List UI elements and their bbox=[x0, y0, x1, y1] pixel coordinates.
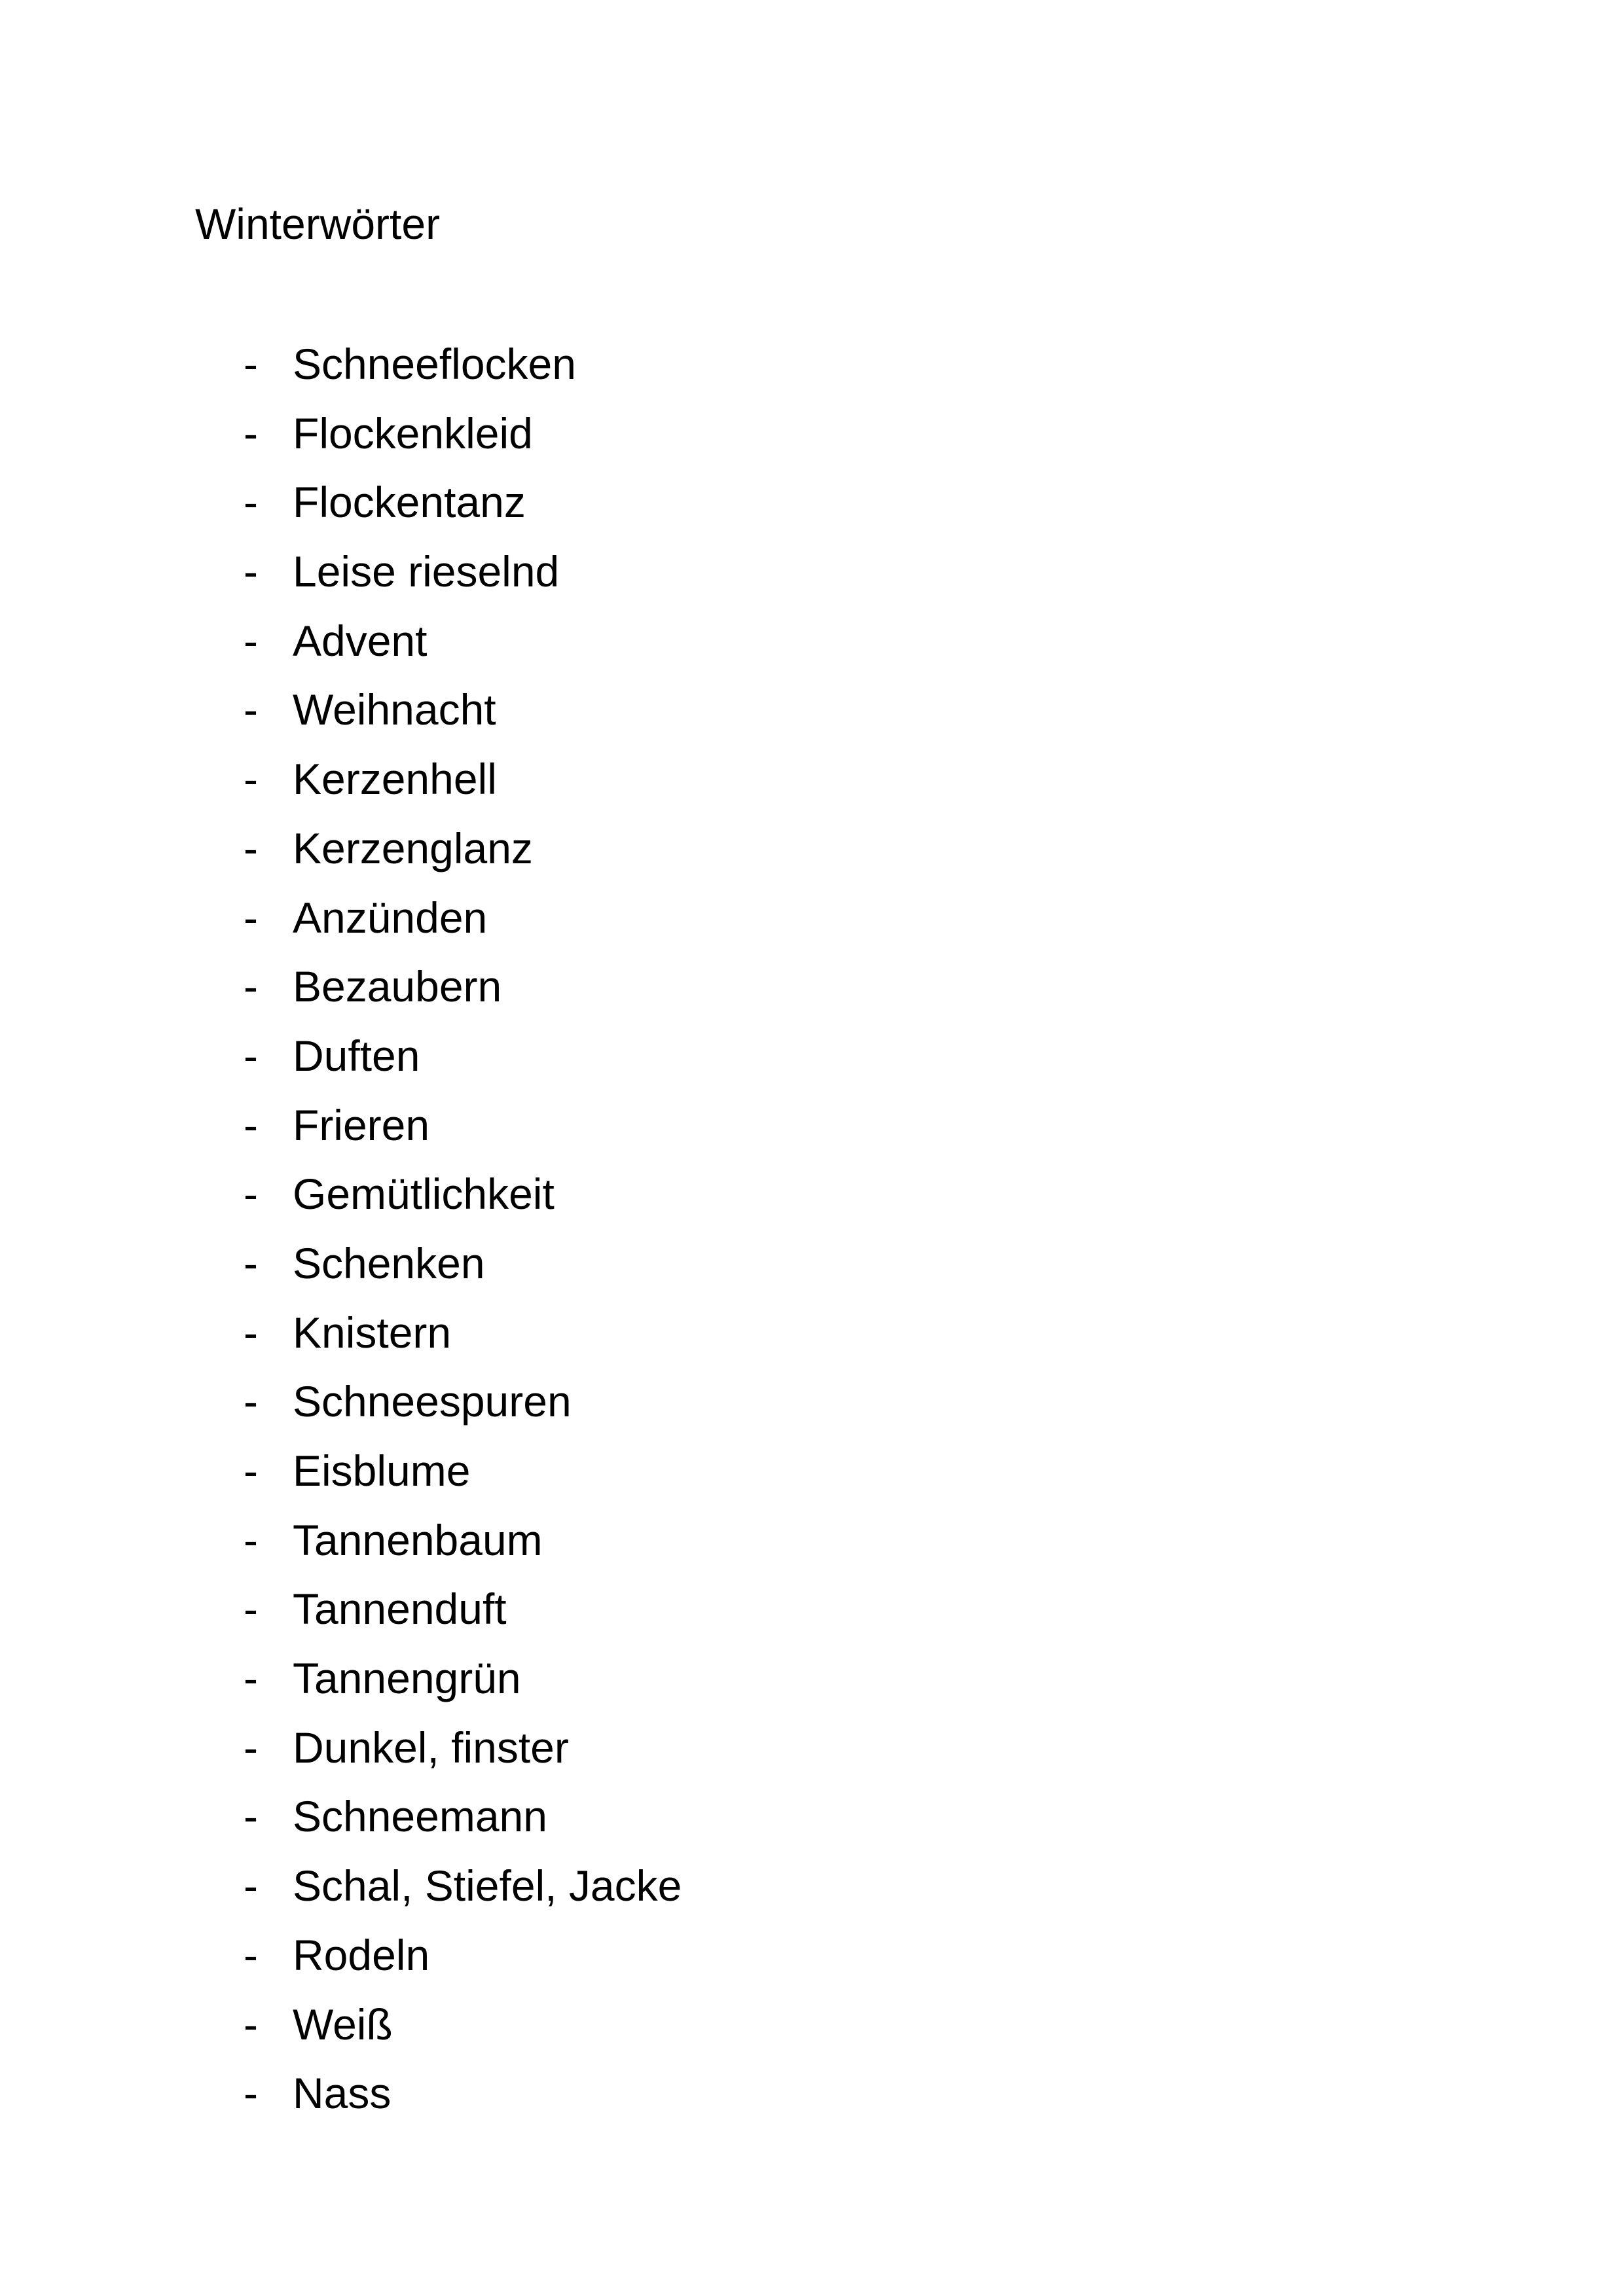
list-bullet: - bbox=[244, 893, 258, 942]
list-bullet: - bbox=[244, 1792, 258, 1841]
list-item bbox=[0, 1091, 1623, 1160]
list-bullet: - bbox=[244, 1238, 258, 1287]
list-item bbox=[0, 2059, 1623, 2128]
list-bullet: - bbox=[244, 1377, 258, 1426]
list-item-text: Weiß bbox=[293, 2000, 393, 2049]
list-item bbox=[0, 1506, 1623, 1575]
word-list bbox=[0, 330, 1623, 2128]
list-item-text: Schneemann bbox=[293, 1792, 547, 1841]
list-item-text: Schenken bbox=[293, 1238, 485, 1287]
list-item-text: Nass bbox=[293, 2069, 392, 2118]
list-item bbox=[0, 1713, 1623, 1783]
list-bullet: - bbox=[244, 1170, 258, 1219]
list-item bbox=[0, 399, 1623, 469]
list-item bbox=[0, 814, 1623, 884]
list-item-text: Kerzenhell bbox=[293, 755, 497, 804]
list-bullet: - bbox=[244, 1723, 258, 1772]
list-item-text: Bezaubern bbox=[293, 962, 502, 1011]
list-item bbox=[0, 1299, 1623, 1368]
list-item bbox=[0, 675, 1623, 745]
list-item bbox=[0, 1160, 1623, 1229]
list-item-text: Eisblume bbox=[293, 1446, 471, 1495]
list-item-text: Knistern bbox=[293, 1308, 452, 1357]
list-item bbox=[0, 1990, 1623, 2060]
list-item-text: Advent bbox=[293, 616, 428, 665]
list-bullet: - bbox=[244, 547, 258, 596]
list-item bbox=[0, 1782, 1623, 1852]
list-item-text: Flockenkleid bbox=[293, 408, 533, 457]
list-bullet: - bbox=[244, 1308, 258, 1357]
list-item-text: Anzünden bbox=[293, 893, 488, 942]
list-bullet: - bbox=[244, 616, 258, 665]
list-item bbox=[0, 1022, 1623, 1091]
list-item-text: Leise rieselnd bbox=[293, 547, 560, 596]
list-item-text: Tannenduft bbox=[293, 1585, 507, 1634]
list-bullet: - bbox=[244, 1031, 258, 1080]
list-item bbox=[0, 1575, 1623, 1644]
list-bullet: - bbox=[244, 1930, 258, 1979]
list-bullet: - bbox=[244, 755, 258, 804]
list-bullet: - bbox=[244, 478, 258, 527]
list-bullet: - bbox=[244, 685, 258, 734]
list-item bbox=[0, 330, 1623, 399]
list-item bbox=[0, 745, 1623, 814]
list-item-text: Duften bbox=[293, 1031, 420, 1080]
list-bullet: - bbox=[244, 1585, 258, 1634]
list-item-text: Frieren bbox=[293, 1100, 430, 1149]
list-item bbox=[0, 1229, 1623, 1299]
list-bullet: - bbox=[244, 1100, 258, 1149]
list-item bbox=[0, 607, 1623, 676]
list-item-text: Schneeflocken bbox=[293, 340, 576, 388]
list-bullet: - bbox=[244, 1654, 258, 1703]
list-bullet: - bbox=[244, 1446, 258, 1495]
list-item bbox=[0, 468, 1623, 537]
list-item bbox=[0, 952, 1623, 1022]
list-item-text: Kerzenglanz bbox=[293, 823, 533, 872]
list-item bbox=[0, 884, 1623, 953]
list-bullet: - bbox=[244, 962, 258, 1011]
list-bullet: - bbox=[244, 340, 258, 388]
list-item-text: Schneespuren bbox=[293, 1377, 572, 1426]
list-item-text: Flockentanz bbox=[293, 478, 526, 527]
list-bullet: - bbox=[244, 1515, 258, 1564]
list-bullet: - bbox=[244, 823, 258, 872]
list-item-text: Rodeln bbox=[293, 1930, 430, 1979]
list-item-text: Tannenbaum bbox=[293, 1515, 543, 1564]
list-item-text: Gemütlichkeit bbox=[293, 1170, 555, 1219]
list-item bbox=[0, 1437, 1623, 1506]
list-item bbox=[0, 1921, 1623, 1990]
list-item bbox=[0, 1367, 1623, 1437]
list-bullet: - bbox=[244, 2069, 258, 2118]
list-item-text: Dunkel, finster bbox=[293, 1723, 569, 1772]
list-item-text: Weihnacht bbox=[293, 685, 496, 734]
list-item-text: Tannengrün bbox=[293, 1654, 521, 1703]
list-bullet: - bbox=[244, 2000, 258, 2049]
list-item bbox=[0, 1852, 1623, 1921]
list-item-text: Schal, Stiefel, Jacke bbox=[293, 1861, 682, 1910]
list-bullet: - bbox=[244, 408, 258, 457]
list-item bbox=[0, 1644, 1623, 1713]
list-item bbox=[0, 537, 1623, 607]
list-bullet: - bbox=[244, 1861, 258, 1910]
page-title: Winterwörter bbox=[195, 200, 441, 248]
